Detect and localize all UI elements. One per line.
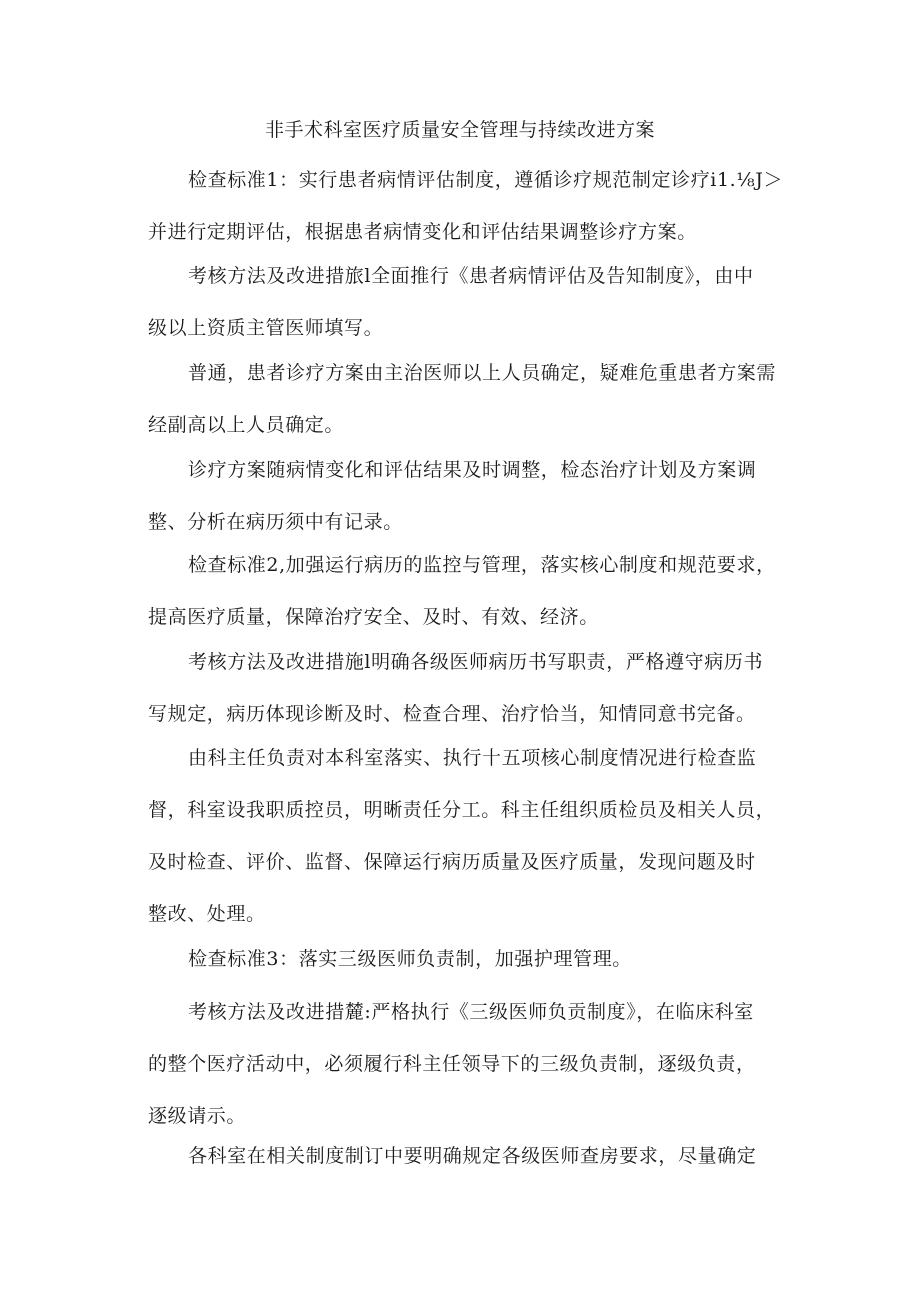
paragraph-line: 并进行定期评估，根据患者病情变化和评估结果调整诊疗方案。 <box>148 221 697 243</box>
paragraph-line: 督，科室设我职质控员，明晰责任分工。科主任组织质检员及相关人员， <box>148 799 776 821</box>
paragraph-line: 及时检查、评价、监督、保障运行病历质量及医疗质量，发现问题及时 <box>148 851 756 873</box>
paragraph-line: 的整个医疗活动中，必须履行科主任领导下的三级负责制，逐级负责， <box>148 1053 756 1075</box>
paragraph-line: 检查标准1：实行患者病情评估制度，遵循诊疗规范制定诊疗i1.⅛J＞ <box>188 169 784 191</box>
paragraph-line: 诊疗方案随病情变化和评估结果及时调整，检态治疗计划及方案调 <box>188 459 757 481</box>
paragraph-line: 级以上资质主管医师填写。 <box>148 317 384 339</box>
paragraph-line: 由科主任负责对本科室落实、执行十五项核心制度情况进行检查监 <box>188 747 757 769</box>
paragraph-line: 各科室在相关制度制订中要明确规定各级医师查房要求，尽量确定 <box>188 1145 757 1167</box>
paragraph-line: 考核方法及改进措施l明确各级医师病历书写职责，严格遵守病历书 <box>188 651 764 673</box>
paragraph-line: 考核方法及改进措旅l全面推行《患者病情评估及告知制度》，由中 <box>188 265 754 287</box>
paragraph-line: 整改、处理。 <box>148 903 266 925</box>
paragraph-line: 逐级请示。 <box>148 1105 247 1127</box>
paragraph-line: 写规定，病历体现诊断及时、检查合理、治疗恰当，知情同意书完备。 <box>148 703 756 725</box>
paragraph-line: 检查标准2,加强运行病历的监控与管理，落实核心制度和规范要求， <box>188 554 776 576</box>
paragraph-line: 普通，患者诊疗方案由主治医师以上人员确定，疑难危重患者方案需 <box>188 362 777 384</box>
paragraph-line: 考核方法及改进措麓:严格执行《三级医师负贡制度》，在临床科室 <box>188 1001 754 1023</box>
paragraph-line: 整、分析在病历须中有记录。 <box>148 511 403 533</box>
paragraph-line: 提高医疗质量，保障治疗安全、及时、有效、经济。 <box>148 606 599 628</box>
paragraph-line: 经副高以上人员确定。 <box>148 414 345 436</box>
paragraph-line: 检查标准3：落实三级医师负责制，加强护理管理。 <box>188 948 632 970</box>
document-title: 非手术科室医疗质量安全管理与持续改进方案 <box>264 119 655 141</box>
